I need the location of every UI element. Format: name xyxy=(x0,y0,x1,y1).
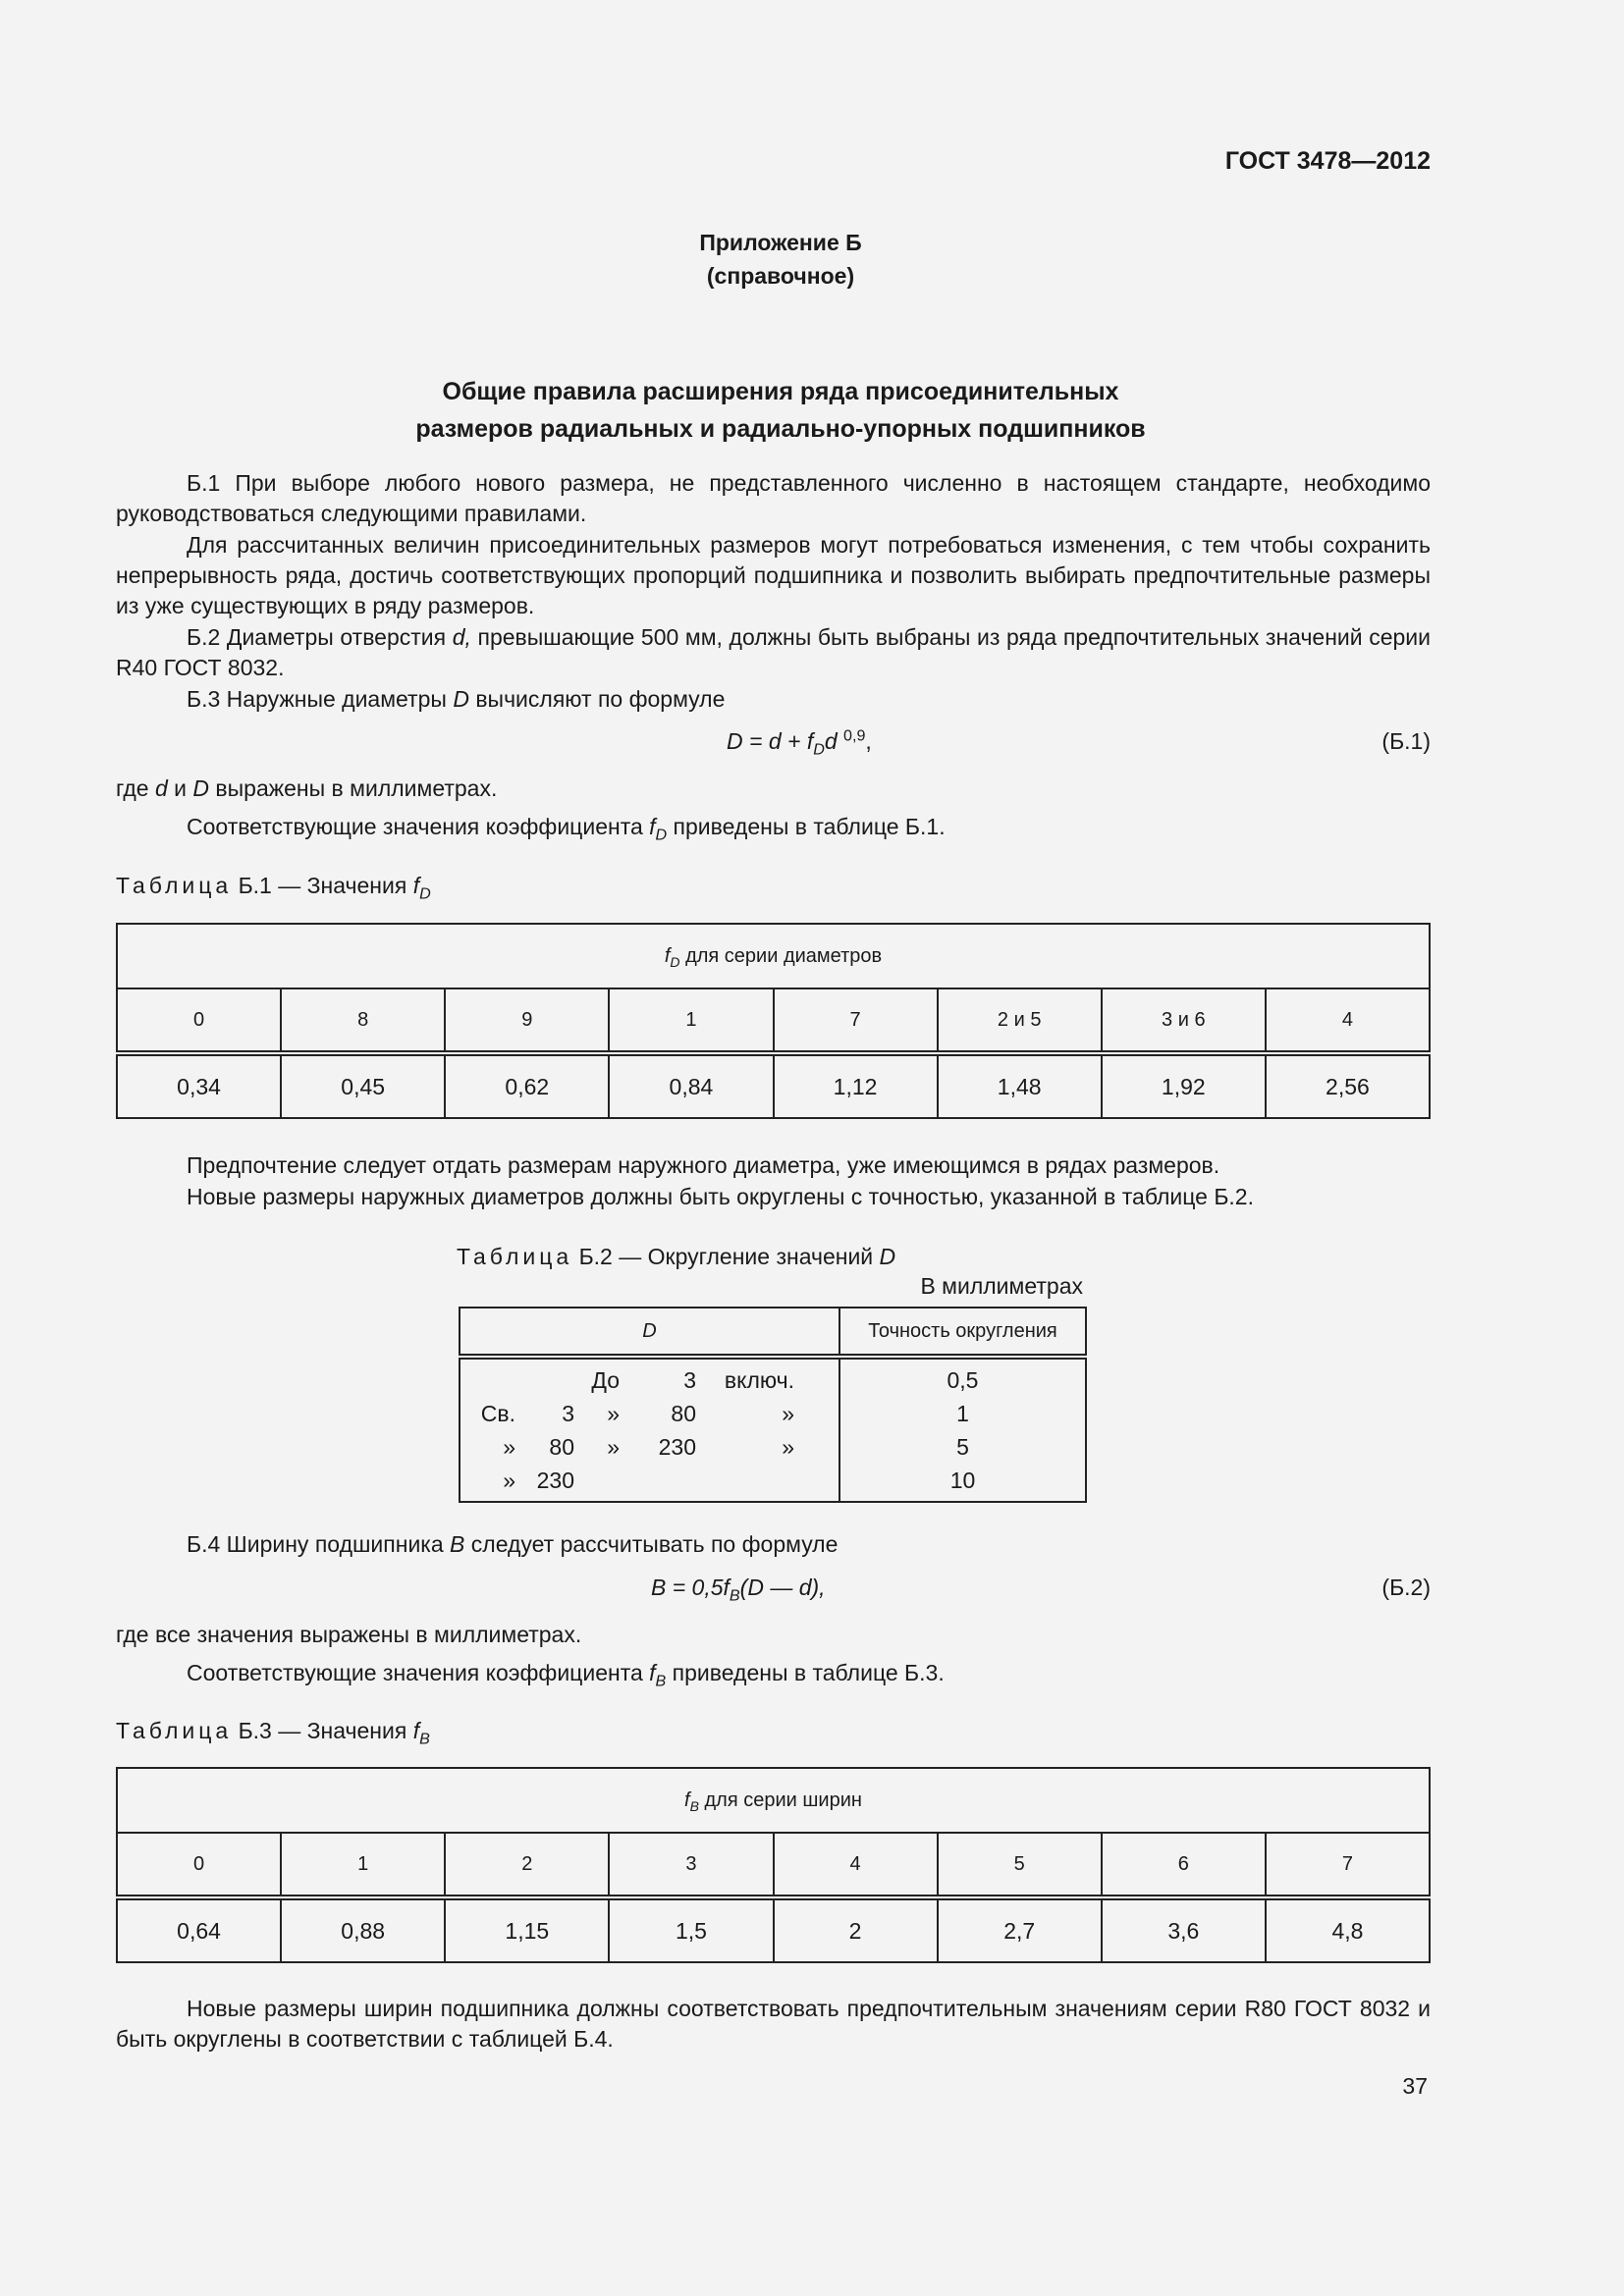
table1-caption-f: f xyxy=(412,873,420,898)
table1-caption-text: Б.1 — Значения xyxy=(232,873,413,898)
b3-text-end: вычисляют по формуле xyxy=(468,686,726,712)
table1-value-cell: 0,45 xyxy=(281,1053,445,1118)
table1-caption-word: Таблица xyxy=(116,873,233,898)
where1-d: d xyxy=(154,775,168,801)
formula-b1-number: (Б.1) xyxy=(1381,728,1431,754)
b3-var: D xyxy=(453,686,469,712)
table-b1 xyxy=(116,923,1431,1119)
table3-value-cell: 2,7 xyxy=(938,1897,1102,1962)
where1-end: выражены в миллиметрах. xyxy=(209,775,498,801)
table3-caption xyxy=(116,1718,430,1748)
b2-text: Б.2 Диаметры отверстия xyxy=(187,624,453,650)
range-prefix xyxy=(460,1363,515,1397)
paragraph-b4 xyxy=(116,1529,1431,1560)
table2-caption-text: Б.2 — Округление значений xyxy=(572,1244,880,1269)
accuracy-value: 10 xyxy=(949,1468,976,1493)
range-prefix: Св. xyxy=(480,1401,515,1426)
range-to-word: До xyxy=(591,1367,620,1393)
table3-value-cell: 2 xyxy=(774,1897,938,1962)
where1-mid: и xyxy=(167,775,193,801)
paragraph-b1: Б.1 При выборе любого нового размера, не представленного численно в настоящем стандарте, необходимо руководствоваться следующими правилами. xyxy=(116,470,1431,526)
table1-value-cell: 2,56 xyxy=(1266,1053,1430,1118)
range-to-word xyxy=(574,1464,620,1497)
table3-header-sub: B xyxy=(689,1797,699,1814)
table3-caption-word: Таблица xyxy=(116,1718,233,1743)
appendix-kind: (справочное) xyxy=(706,263,855,289)
range-to: 80 xyxy=(671,1401,696,1426)
table2-caption xyxy=(457,1244,895,1270)
table1-series-cell: 9 xyxy=(445,988,609,1053)
table3-values-row xyxy=(117,1897,1430,1962)
range-to: 230 xyxy=(658,1434,696,1460)
formula1-mid: d xyxy=(824,728,844,754)
formula-b2 xyxy=(651,1575,826,1605)
formula1-tail: , xyxy=(865,728,872,754)
table1-series-cell: 8 xyxy=(281,988,445,1053)
paragraph-where-1 xyxy=(116,774,1431,804)
table3-value-cell: 4,8 xyxy=(1266,1897,1430,1962)
coef-text-end: приведены в таблице Б.1. xyxy=(667,814,946,839)
table1-series-cell: 3 и 6 xyxy=(1102,988,1266,1053)
paragraph-final: Новые размеры ширин подшипника должны соответствовать предпочтительным значениям серии R80 ГОСТ 8032 и быть округлены в соответствии с таблицей Б.4. xyxy=(116,1996,1431,2052)
table3-series-cell: 3 xyxy=(609,1833,773,1897)
range-suffix xyxy=(696,1464,794,1497)
table1-series-cell: 4 xyxy=(1266,988,1430,1053)
table3-value-cell: 3,6 xyxy=(1102,1897,1266,1962)
coefb-sub: B xyxy=(655,1672,667,1690)
paragraph-b1-changes: Для рассчитанных величин присоединительных размеров могут потребоваться изменения, с тем чтобы сохранить непрерывность ряда, достичь соответствующих пропорций подшипника и позволить выбирать предпочтительные размеры из уже существующих в ряду размеров. xyxy=(116,532,1431,618)
formula2-lhs: B = 0,5f xyxy=(651,1575,730,1600)
range-prefix: » xyxy=(503,1468,515,1493)
b4-var: B xyxy=(450,1531,465,1557)
table1-value-cell: 0,62 xyxy=(445,1053,609,1118)
table3-series-row xyxy=(117,1833,1430,1897)
table1-series-cell: 7 xyxy=(774,988,938,1053)
table3-value-cell: 0,64 xyxy=(117,1897,281,1962)
accuracy-value: 1 xyxy=(956,1401,969,1426)
table3-series-cell: 7 xyxy=(1266,1833,1430,1897)
table1-header xyxy=(117,924,1430,988)
b3-text: Б.3 Наружные диаметры xyxy=(187,686,454,712)
table3-value-cell: 1,15 xyxy=(445,1897,609,1962)
formula1-sub: D xyxy=(813,740,825,759)
table1-header-f: f xyxy=(664,944,671,967)
table2-range-row xyxy=(460,1397,839,1430)
table3-header-text: для серии ширин xyxy=(698,1789,862,1811)
range-to xyxy=(620,1464,696,1497)
range-to-word: » xyxy=(607,1434,620,1460)
table1-value-cell: 1,48 xyxy=(938,1053,1102,1118)
range-suffix: » xyxy=(782,1434,794,1460)
table1-value-cell: 0,84 xyxy=(609,1053,773,1118)
range-from: 230 xyxy=(536,1468,574,1493)
table-b3 xyxy=(116,1767,1431,1963)
formula1-lhs: D = d + f xyxy=(727,728,814,754)
formula1-sup: 0,9 xyxy=(843,726,866,745)
paragraph-coef-b xyxy=(116,1658,1431,1688)
paragraph-b3 xyxy=(116,684,1431,715)
range-from: 3 xyxy=(562,1401,574,1426)
range-suffix: включ. xyxy=(724,1367,794,1393)
coefb-text: Соответствующие значения коэффициента xyxy=(187,1660,650,1685)
table3-caption-f: f xyxy=(412,1718,420,1743)
coefb-text-end: приведены в таблице Б.3. xyxy=(666,1660,945,1685)
table3-header xyxy=(117,1768,1430,1833)
table1-value-cell: 0,34 xyxy=(117,1053,281,1118)
title-line-1: Общие правила расширения ряда присоединительных xyxy=(442,378,1119,405)
table3-header-f: f xyxy=(684,1789,690,1811)
coef-sub: D xyxy=(655,826,668,844)
table3-series-cell: 6 xyxy=(1102,1833,1266,1897)
appendix-heading xyxy=(0,226,1561,293)
table1-series-row xyxy=(117,988,1430,1053)
table1-header-sub: D xyxy=(670,953,680,970)
accuracy-value: 0,5 xyxy=(947,1367,979,1393)
title-line-2: размеров радиальных и радиально-упорных подшипников xyxy=(415,415,1146,443)
table3-series-cell: 5 xyxy=(938,1833,1102,1897)
table1-header-text: для серии диаметров xyxy=(679,944,883,967)
range-from xyxy=(515,1363,574,1397)
table2-caption-var: D xyxy=(879,1244,896,1269)
paragraph-where-2: где все значения выражены в миллиметрах. xyxy=(116,1622,582,1647)
table1-caption-sub: D xyxy=(419,884,431,903)
table3-value-cell: 1,5 xyxy=(609,1897,773,1962)
coef-f: f xyxy=(649,814,656,839)
b4-text: Б.4 Ширину подшипника xyxy=(187,1531,451,1557)
table2-col-d xyxy=(460,1308,839,1357)
table3-series-cell: 1 xyxy=(281,1833,445,1897)
formula-b1 xyxy=(727,726,872,759)
coefb-f: f xyxy=(649,1660,656,1685)
table2-range-row xyxy=(460,1464,839,1497)
table3-series-cell: 0 xyxy=(117,1833,281,1897)
table2-units: В миллиметрах xyxy=(920,1273,1083,1299)
table2-range-row xyxy=(460,1363,839,1397)
paragraph-preference: Предпочтение следует отдать размерам наружного диаметра, уже имеющимся в рядах размеров. xyxy=(187,1152,1220,1178)
table1-value-cell: 1,92 xyxy=(1102,1053,1266,1118)
where1-D: D xyxy=(192,775,210,801)
range-to-word: » xyxy=(607,1401,620,1426)
paragraph-coef-d xyxy=(116,812,1431,842)
formula2-tail: (D — d), xyxy=(739,1575,826,1600)
table-b2 xyxy=(459,1307,1087,1503)
range-suffix: » xyxy=(782,1401,794,1426)
table3-caption-sub: B xyxy=(419,1730,430,1748)
table3-series-cell: 4 xyxy=(774,1833,938,1897)
paragraph-rounding: Новые размеры наружных диаметров должны быть округлены с точностью, указанной в таблице Б.2. xyxy=(187,1184,1254,1209)
table2-range-row xyxy=(460,1430,839,1464)
b4-text-end: следует рассчитывать по формуле xyxy=(464,1531,839,1557)
accuracy-value: 5 xyxy=(956,1434,969,1460)
table2-col-accuracy: Точность округления xyxy=(839,1308,1086,1357)
table2-accuracy-values xyxy=(839,1357,1086,1502)
table1-series-cell: 2 и 5 xyxy=(938,988,1102,1053)
table3-series-cell: 2 xyxy=(445,1833,609,1897)
table2-ranges xyxy=(460,1357,839,1502)
table1-series-cell: 0 xyxy=(117,988,281,1053)
where1-text: где xyxy=(116,775,155,801)
table1-value-cell: 1,12 xyxy=(774,1053,938,1118)
table1-caption xyxy=(116,873,431,903)
table1-series-cell: 1 xyxy=(609,988,773,1053)
formula-b2-number: (Б.2) xyxy=(1381,1575,1431,1600)
appendix-name: Приложение Б xyxy=(699,230,862,255)
coef-text: Соответствующие значения коэффициента xyxy=(187,814,650,839)
range-to: 3 xyxy=(683,1367,696,1393)
range-from: 80 xyxy=(549,1434,574,1460)
formula2-sub: B xyxy=(729,1586,740,1605)
page-number: 37 xyxy=(1402,2073,1428,2099)
table3-value-cell: 0,88 xyxy=(281,1897,445,1962)
table1-values-row xyxy=(117,1053,1430,1118)
b2-text-end: превышающие 500 мм, должны быть выбраны из ряда предпочтительных значений серии R40 ГОСТ 8032. xyxy=(116,624,1432,680)
standard-header: ГОСТ 3478—2012 xyxy=(1224,147,1431,175)
b2-var: d, xyxy=(452,624,471,650)
table2-col-d-text: D xyxy=(642,1319,657,1342)
table3-caption-text: Б.3 — Значения xyxy=(232,1718,413,1743)
section-title xyxy=(0,373,1561,448)
paragraph-b2 xyxy=(116,622,1431,683)
table2-caption-word: Таблица xyxy=(457,1244,573,1269)
range-prefix: » xyxy=(503,1434,515,1460)
